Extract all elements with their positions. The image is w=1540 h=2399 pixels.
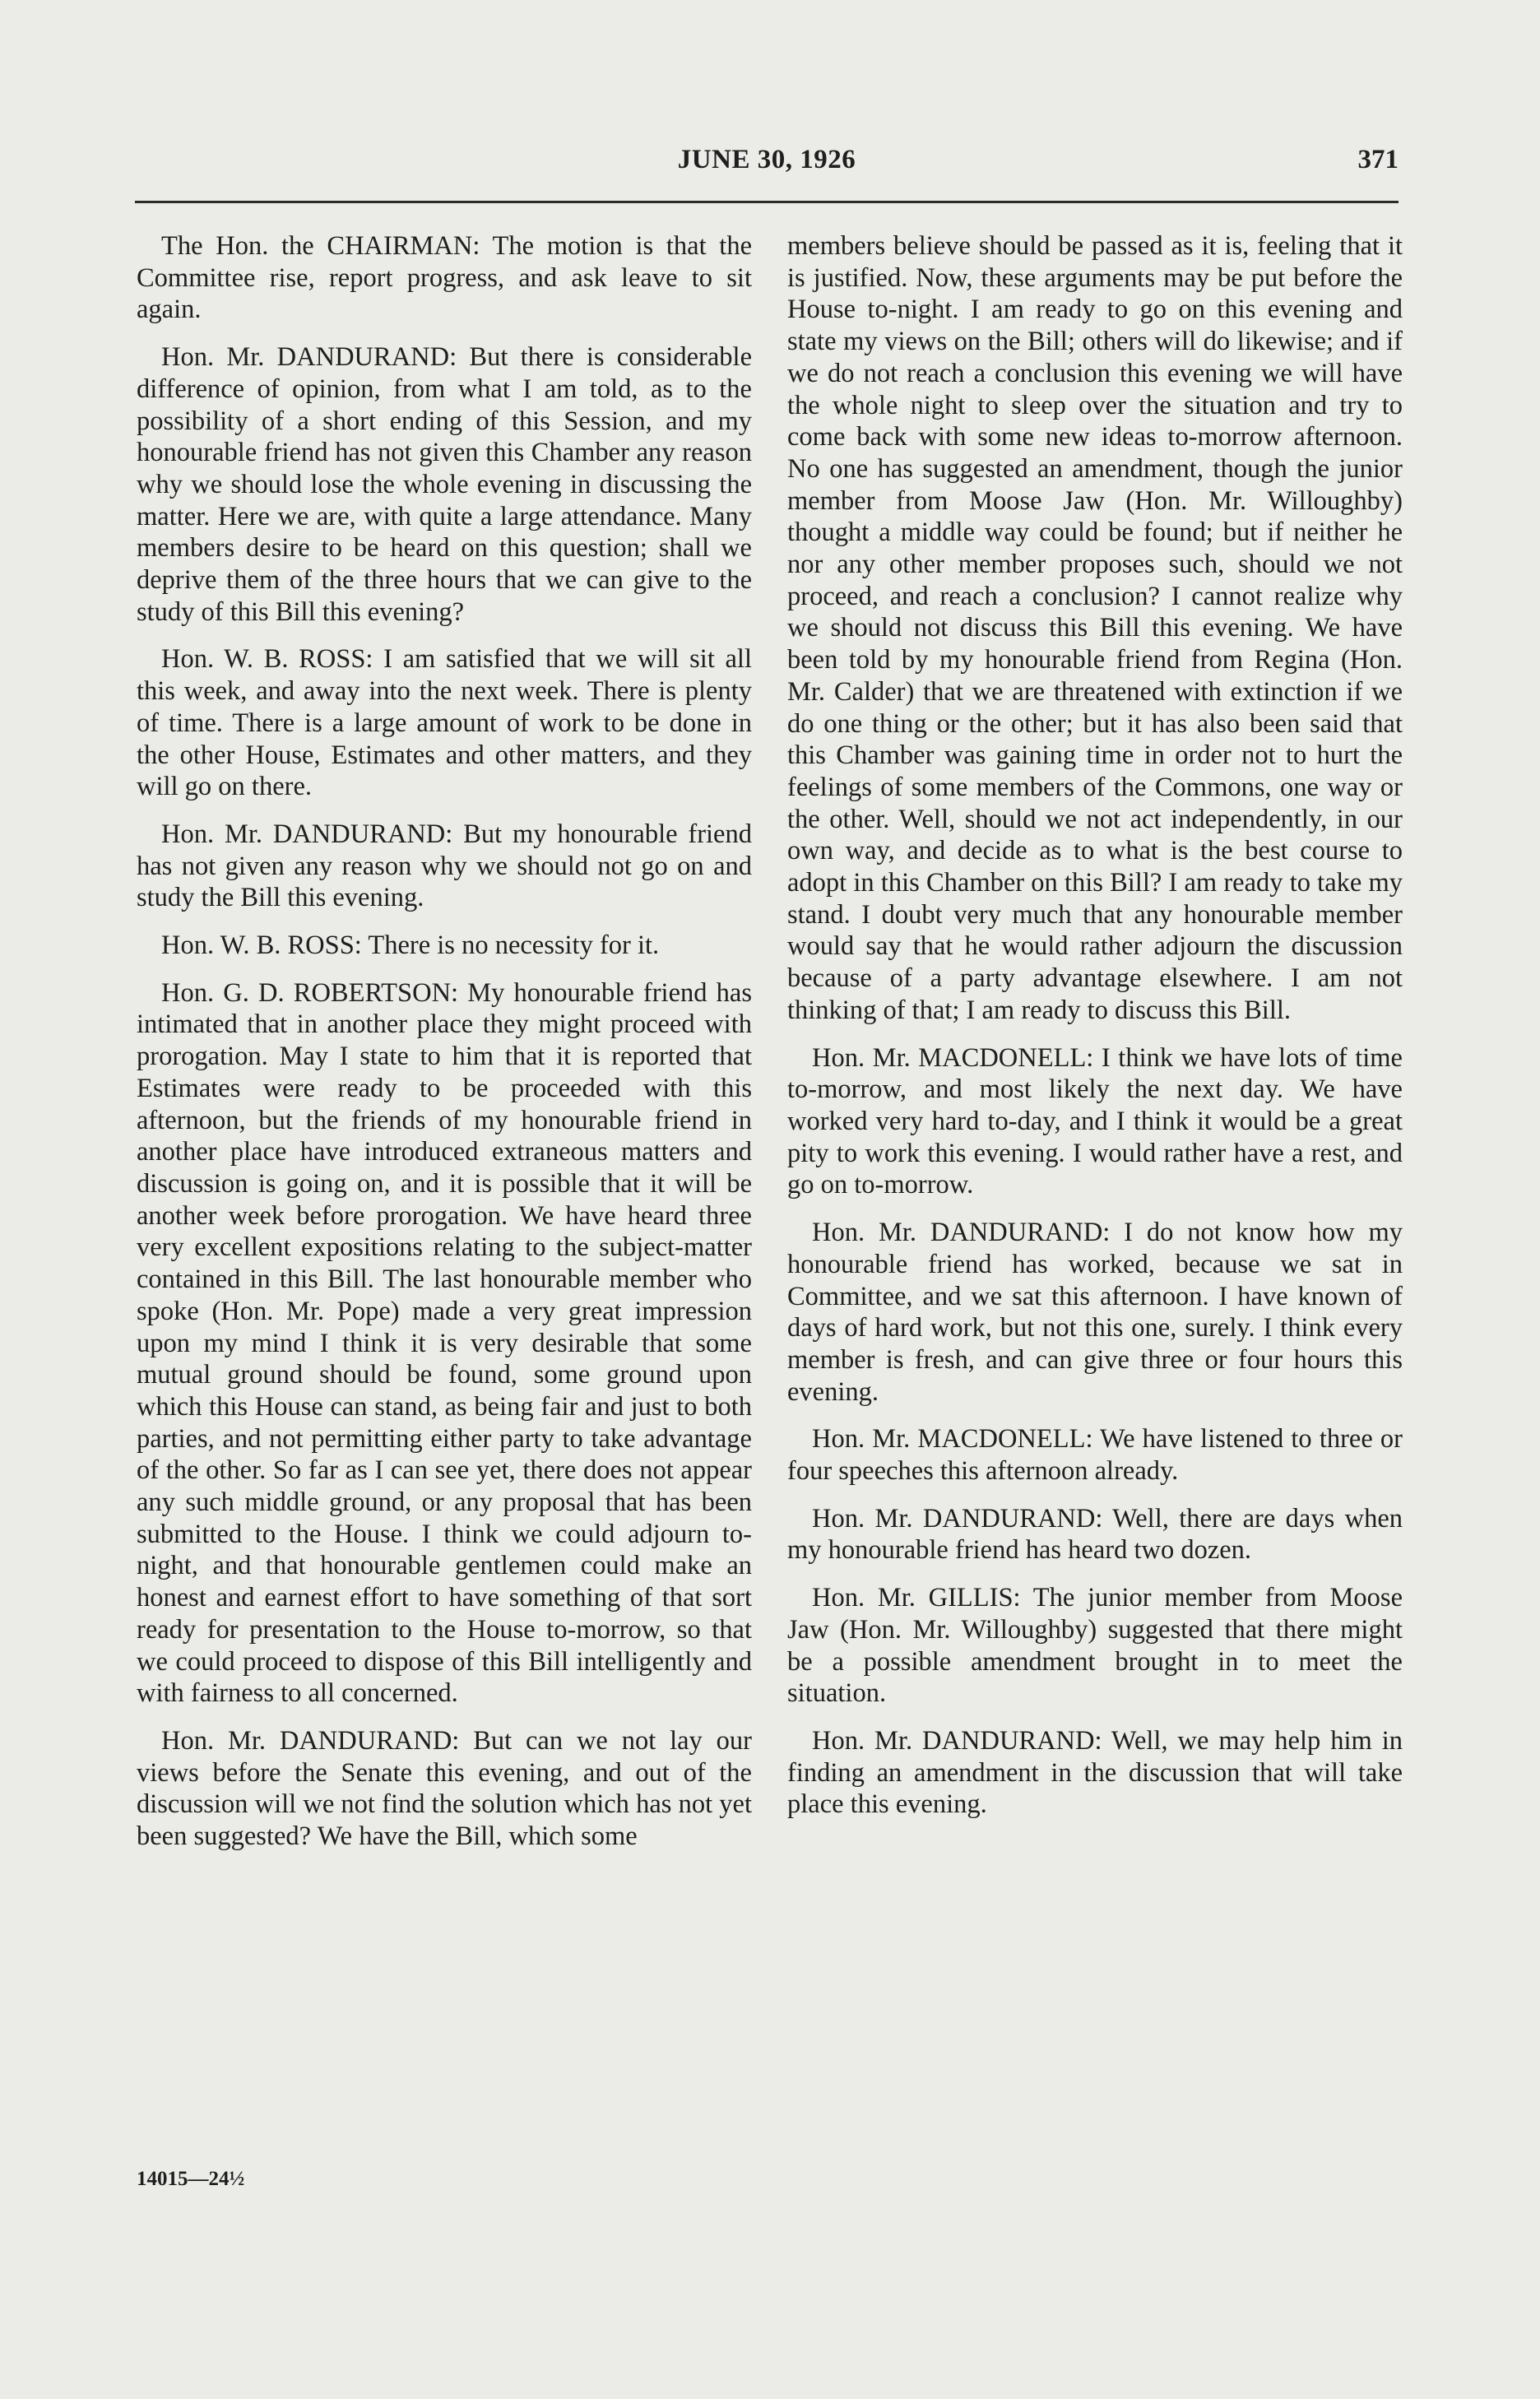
- paragraph: Hon. Mr. DANDURAND: Well, there are days when my honourable friend has heard two dozen.: [787, 1503, 1403, 1566]
- paragraph: Hon. Mr. DANDURAND: Well, we may help him in finding an amendment in the discussion that will take place this evening.: [787, 1725, 1403, 1820]
- printer-signature: 14015—24½: [137, 2168, 245, 2190]
- page-date: JUNE 30, 1926: [677, 145, 856, 174]
- page-header: [135, 145, 1399, 194]
- paragraph: Hon. Mr. MACDONELL: We have listened to three or four speeches this afternoon already.: [787, 1424, 1403, 1487]
- paragraph: Hon. Mr. MACDONELL: I think we have lots of time to-morrow, and most likely the next day. We have worked very hard to-day, and I think it would be a great pity to work this evening. I would rather have a rest, and go on to-morrow.: [787, 1042, 1403, 1200]
- paragraph: Hon. G. D. ROBERTSON: My honourable friend has intimated that in another place they might proceed with prorogation. May I state to him that it is reported that Estimates were ready to be proceeded with this afternoon, but the friends of my honourable friend in another place have introduced extraneous matters and discussion is going on, and it is possible that it will be another week before prorogation. We have heard three very excellent expositions relating to the subject-matter contained in this Bill. The last honourable member who spoke (Hon. Mr. Pope) made a very great impression upon my mind I think it is very desirable that some mutual ground should be found, some ground upon which this House can stand, as being fair and just to both parties, and not permitting either party to take advantage of the other. So far as I can see yet, there does not appear any such middle ground, or any proposal that has been submitted to the House. I think we could adjourn to-night, and that honourable gentlemen could make an honest and earnest effort to have something of that sort ready for presentation to the House to-morrow, so that we could proceed to dispose of this Bill intelligently and with fairness to all concerned.: [137, 977, 752, 1709]
- paragraph-continuation: members believe should be passed as it is, feeling that it is justified. Now, these arguments may be put before the House to-night. I am ready to go on this evening and state my views on the Bill; others will do likewise; and if we do not reach a conclusion this evening we will have the whole night to sleep over the situation and try to come back with some new ideas to-morrow afternoon. No one has suggested an amendment, though the junior member from Moose Jaw (Hon. Mr. Willoughby) thought a middle way could be found; but if neither he nor any other member proposes such, should we not proceed, and reach a conclusion? I cannot realize why we should not discuss this Bill this evening. We have been told by my honourable friend from Regina (Hon. Mr. Calder) that we are threatened with extinction if we do one thing or the other; but it has also been said that this Chamber was gaining time in order not to hurt the feelings of some members of the Commons, one way or the other. Well, should we not act independently, in our own way, and decide as to what is the best course to adopt in this Chamber on this Bill? I am ready to take my stand. I doubt very much that any honourable member would say that he would rather adjourn the discussion because of a party advantage elsewhere. I am not thinking of that; I am ready to discuss this Bill.: [787, 231, 1403, 1025]
- paragraph: Hon. Mr. DANDURAND: I do not know how my honourable friend has worked, because we sat in Committee, and we sat this afternoon. I have known of days of hard work, but not this one, surely. I think every member is fresh, and can give three or four hours this evening.: [787, 1218, 1403, 1407]
- paragraph: Hon. Mr. DANDURAND: But there is considerable difference of opinion, from what I am told, as to the possibility of a short ending of this Session, and my honourable friend has not given this Chamber any reason why we should lose the whole evening in discussing the matter. Here we are, with quite a large attendance. Many members desire to be heard on this question; shall we deprive them of the three hours that we can give to the study of this Bill this evening?: [137, 342, 752, 627]
- paragraph: Hon. W. B. ROSS: There is no necessity for it.: [161, 930, 660, 961]
- paragraph: Hon. Mr. DANDURAND: But my honourable friend has not given any reason why we should not go on and study the Bill this evening.: [137, 819, 752, 913]
- paragraph: Hon. W. B. ROSS: I am satisfied that we will sit all this week, and away into the next week. There is plenty of time. There is a large amount of work to be done in the other House, Estimates and other matters, and they will go on there.: [137, 644, 752, 802]
- paragraph: The Hon. the CHAIRMAN: The motion is that the Committee rise, report progress, and ask leave to sit again.: [137, 231, 752, 325]
- right-column: [787, 230, 1403, 1836]
- paragraph: Hon. Mr. DANDURAND: But can we not lay our views before the Senate this evening, and out of the discussion will we not find the solution which has not yet been suggested? We have the Bill, which some: [137, 1725, 752, 1852]
- paragraph: Hon. Mr. GILLIS: The junior member from Moose Jaw (Hon. Mr. Willoughby) suggested that there might be a possible amendment brought in to meet the situation.: [787, 1583, 1403, 1709]
- left-column: [137, 230, 752, 1868]
- page-number: 371: [1357, 145, 1399, 174]
- header-rule: [135, 201, 1399, 203]
